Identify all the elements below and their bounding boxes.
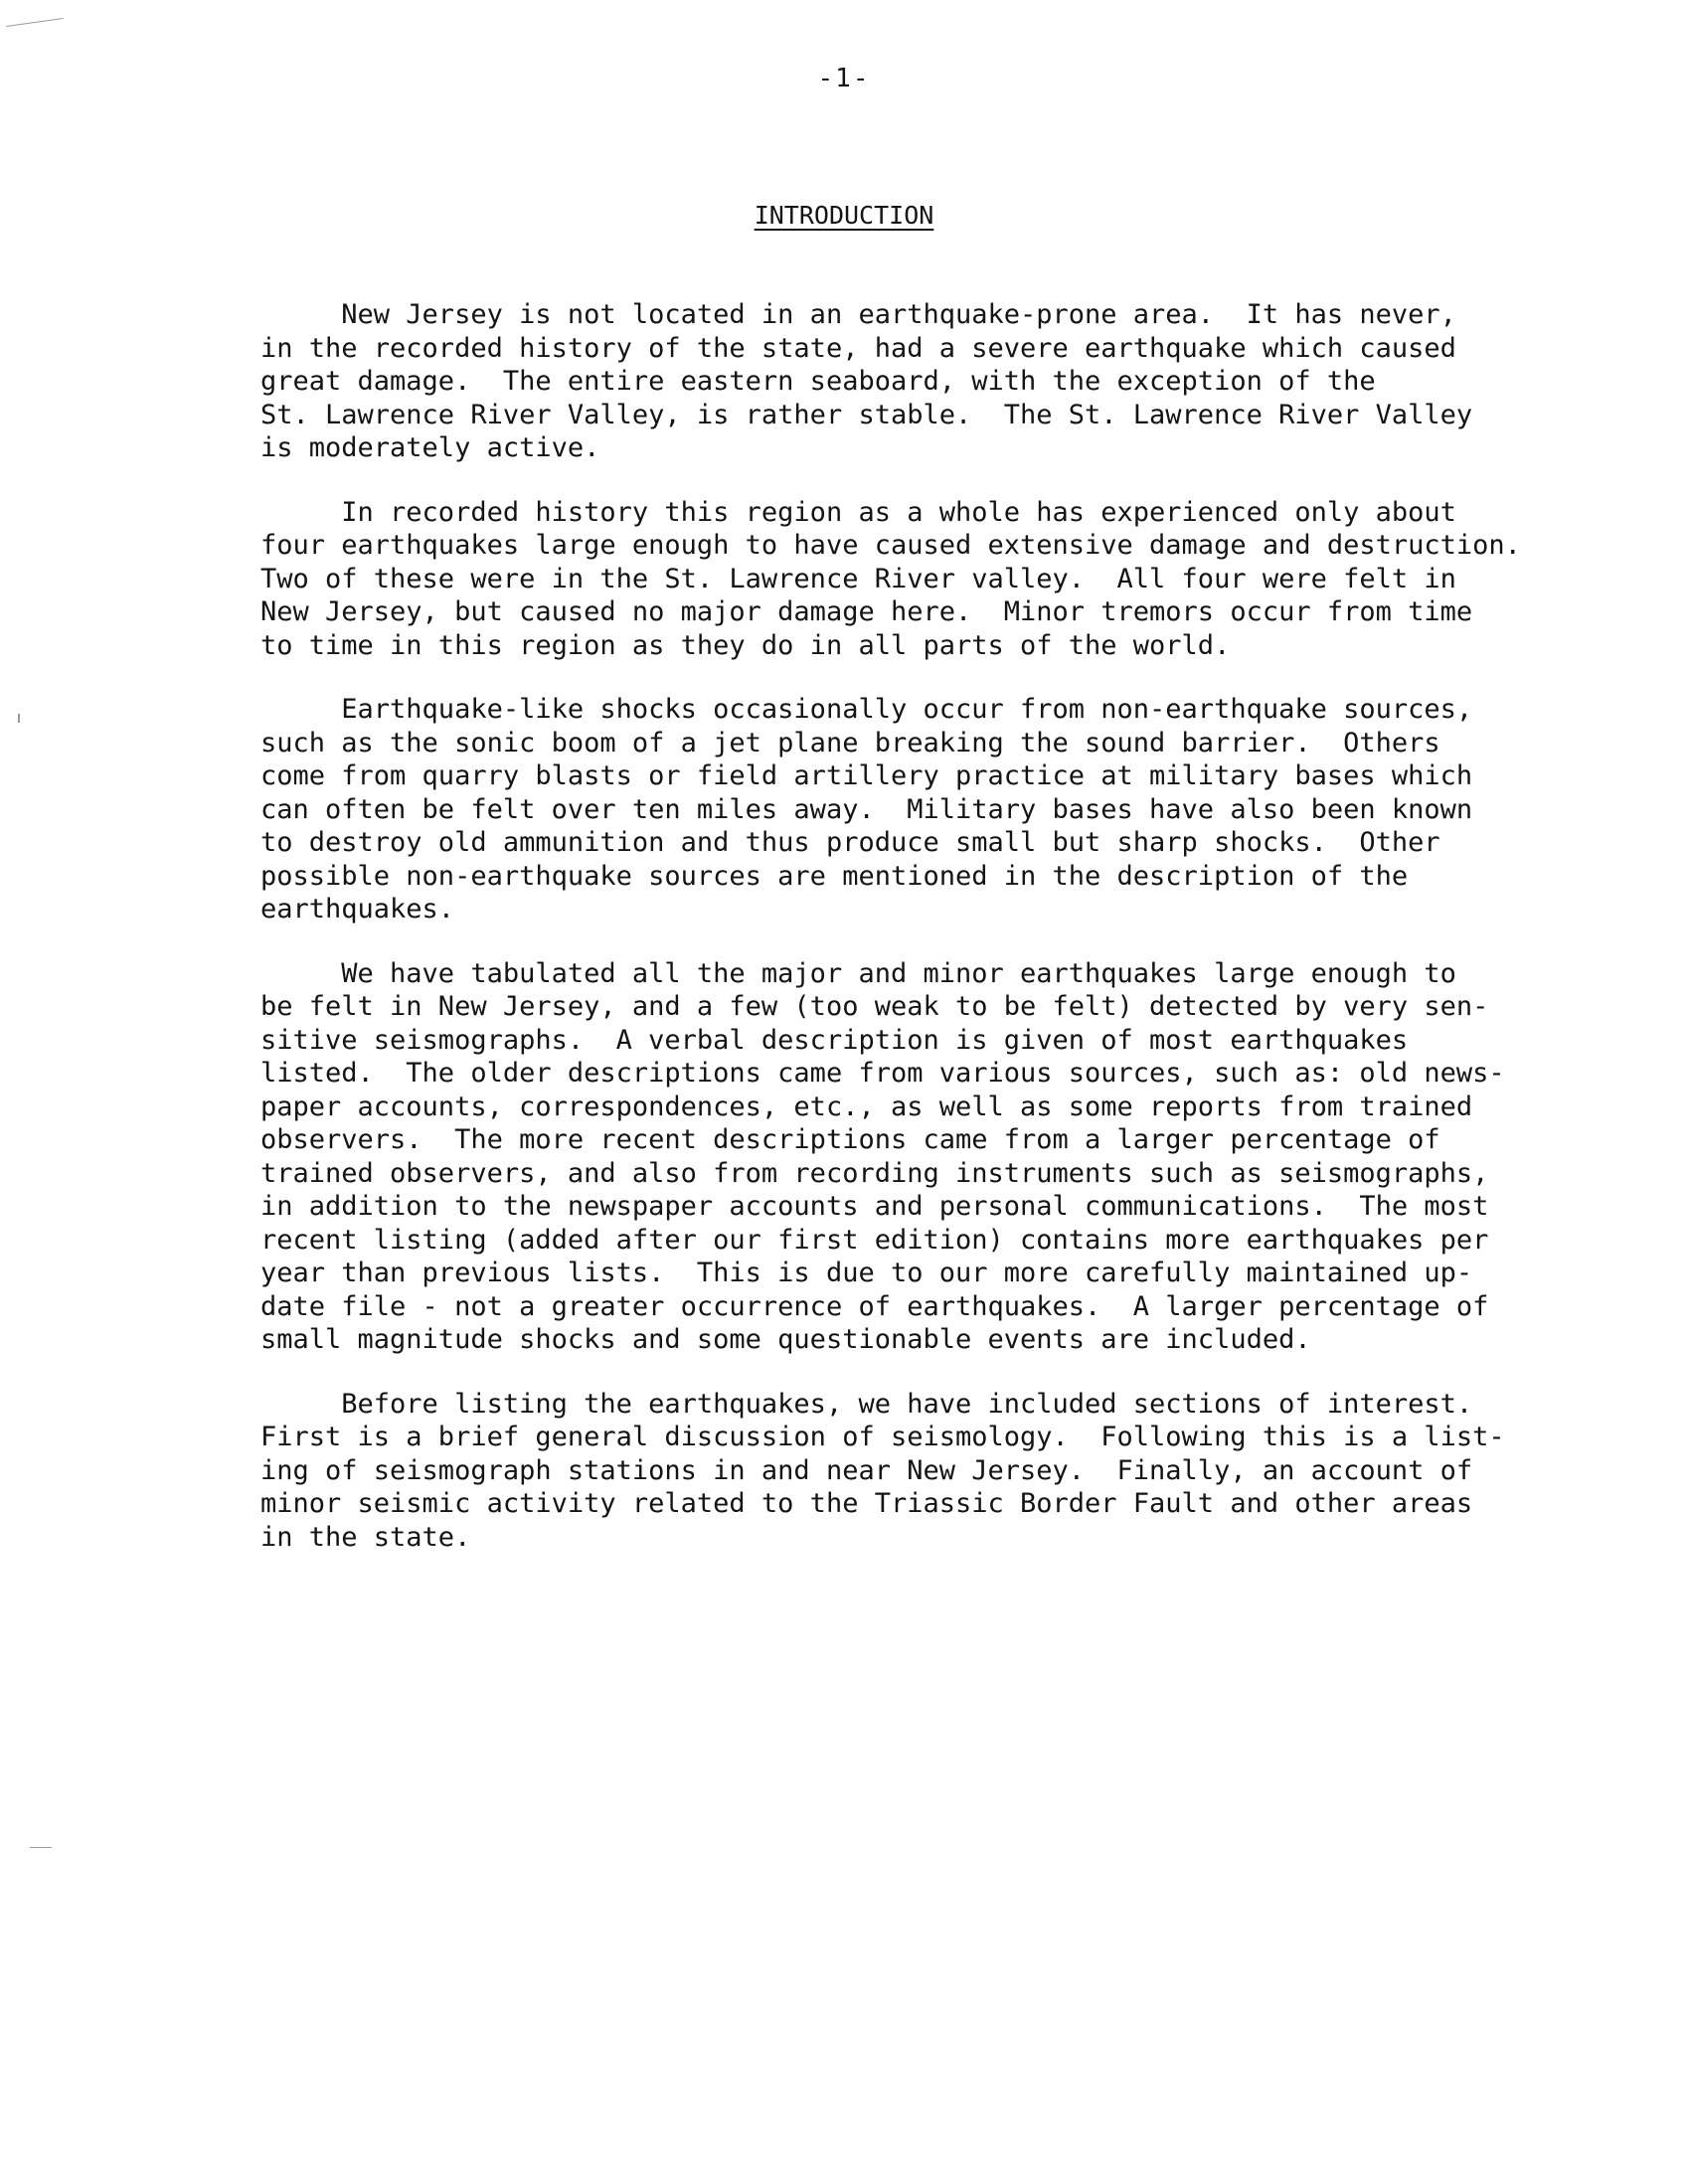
text-line: in the state. xyxy=(260,1521,471,1553)
text-line: New Jersey is not located in an earthquake-prone area. It has never, xyxy=(260,299,1456,330)
text-line: First is a brief general discussion of seismology. Following this is a list- xyxy=(260,1422,1505,1452)
paragraph-4 xyxy=(260,957,1553,1357)
paragraph-3 xyxy=(260,693,1553,926)
text-line: Two of these were in the St. Lawrence River valley. All four were felt in xyxy=(260,563,1456,594)
text-line: is moderately active. xyxy=(260,432,600,463)
text-line: to time in this region as they do in all parts of the world. xyxy=(260,629,1231,661)
text-line: paper accounts, correspondences, etc., as well as some reports from trained xyxy=(260,1091,1473,1122)
text-line: recent listing (added after our first edition) contains more earthquakes per xyxy=(260,1224,1489,1256)
text-line: Before listing the earthquakes, we have included sections of interest. xyxy=(260,1388,1473,1420)
text-line: in addition to the newspaper accounts and personal communications. The most xyxy=(260,1191,1489,1222)
text-line: can often be felt over ten miles away. Military bases have also been known xyxy=(260,793,1473,825)
text-line: year than previous lists. This is due to our more carefully maintained up- xyxy=(260,1258,1473,1288)
text-line: such as the sonic boom of a jet plane breaking the sound barrier. Others xyxy=(260,727,1440,758)
scan-artifact xyxy=(30,1847,52,1848)
text-line: listed. The older descriptions came from various sources, such as: old news- xyxy=(260,1058,1505,1089)
text-line: ing of seismograph stations in and near New Jersey. Finally, an account of xyxy=(260,1454,1473,1486)
text-line: We have tabulated all the major and minor earthquakes large enough to xyxy=(260,957,1456,989)
section-heading: INTRODUCTION xyxy=(754,201,934,230)
text-line: date file - not a greater occurrence of earthquakes. A larger percentage of xyxy=(260,1290,1489,1322)
text-line: small magnitude shocks and some questionable events are included. xyxy=(260,1324,1311,1355)
text-line: Earthquake-like shocks occasionally occur from non-earthquake sources, xyxy=(260,694,1473,725)
text-line: minor seismic activity related to the Triassic Border Fault and other areas xyxy=(260,1488,1473,1519)
text-line: come from quarry blasts or field artillery practice at military bases which xyxy=(260,760,1473,791)
text-line: New Jersey, but caused no major damage here. Minor tremors occur from time xyxy=(260,596,1473,627)
paragraph-2 xyxy=(260,496,1553,663)
scan-artifact xyxy=(6,18,64,27)
text-line: In recorded history this region as a whole has experienced only about xyxy=(260,496,1456,528)
text-line: earthquakes. xyxy=(260,894,455,924)
page-number: -1- xyxy=(817,64,871,93)
text-line: in the recorded history of the state, had a severe earthquake which caused xyxy=(260,332,1456,364)
paragraph-1 xyxy=(260,298,1553,465)
text-line: trained observers, and also from recording instruments such as seismographs, xyxy=(260,1157,1489,1189)
text-line: sitive seismographs. A verbal description is given of most earthquakes xyxy=(260,1024,1409,1056)
paragraph-5 xyxy=(260,1388,1553,1555)
text-line: observers. The more recent descriptions came from a larger percentage of xyxy=(260,1124,1440,1155)
text-line: great damage. The entire eastern seaboard, with the exception of the xyxy=(260,366,1376,397)
text-line: four earthquakes large enough to have caused extensive damage and destruction. xyxy=(260,530,1521,561)
text-line: be felt in New Jersey, and a few (too weak to be felt) detected by very sen- xyxy=(260,991,1489,1022)
text-line: to destroy old ammunition and thus produce small but sharp shocks. Other xyxy=(260,827,1440,858)
body-text xyxy=(260,298,1553,1585)
scan-artifact xyxy=(18,714,20,723)
text-line: St. Lawrence River Valley, is rather stable. The St. Lawrence River Valley xyxy=(260,399,1473,430)
text-line: possible non-earthquake sources are mentioned in the description of the xyxy=(260,860,1409,892)
